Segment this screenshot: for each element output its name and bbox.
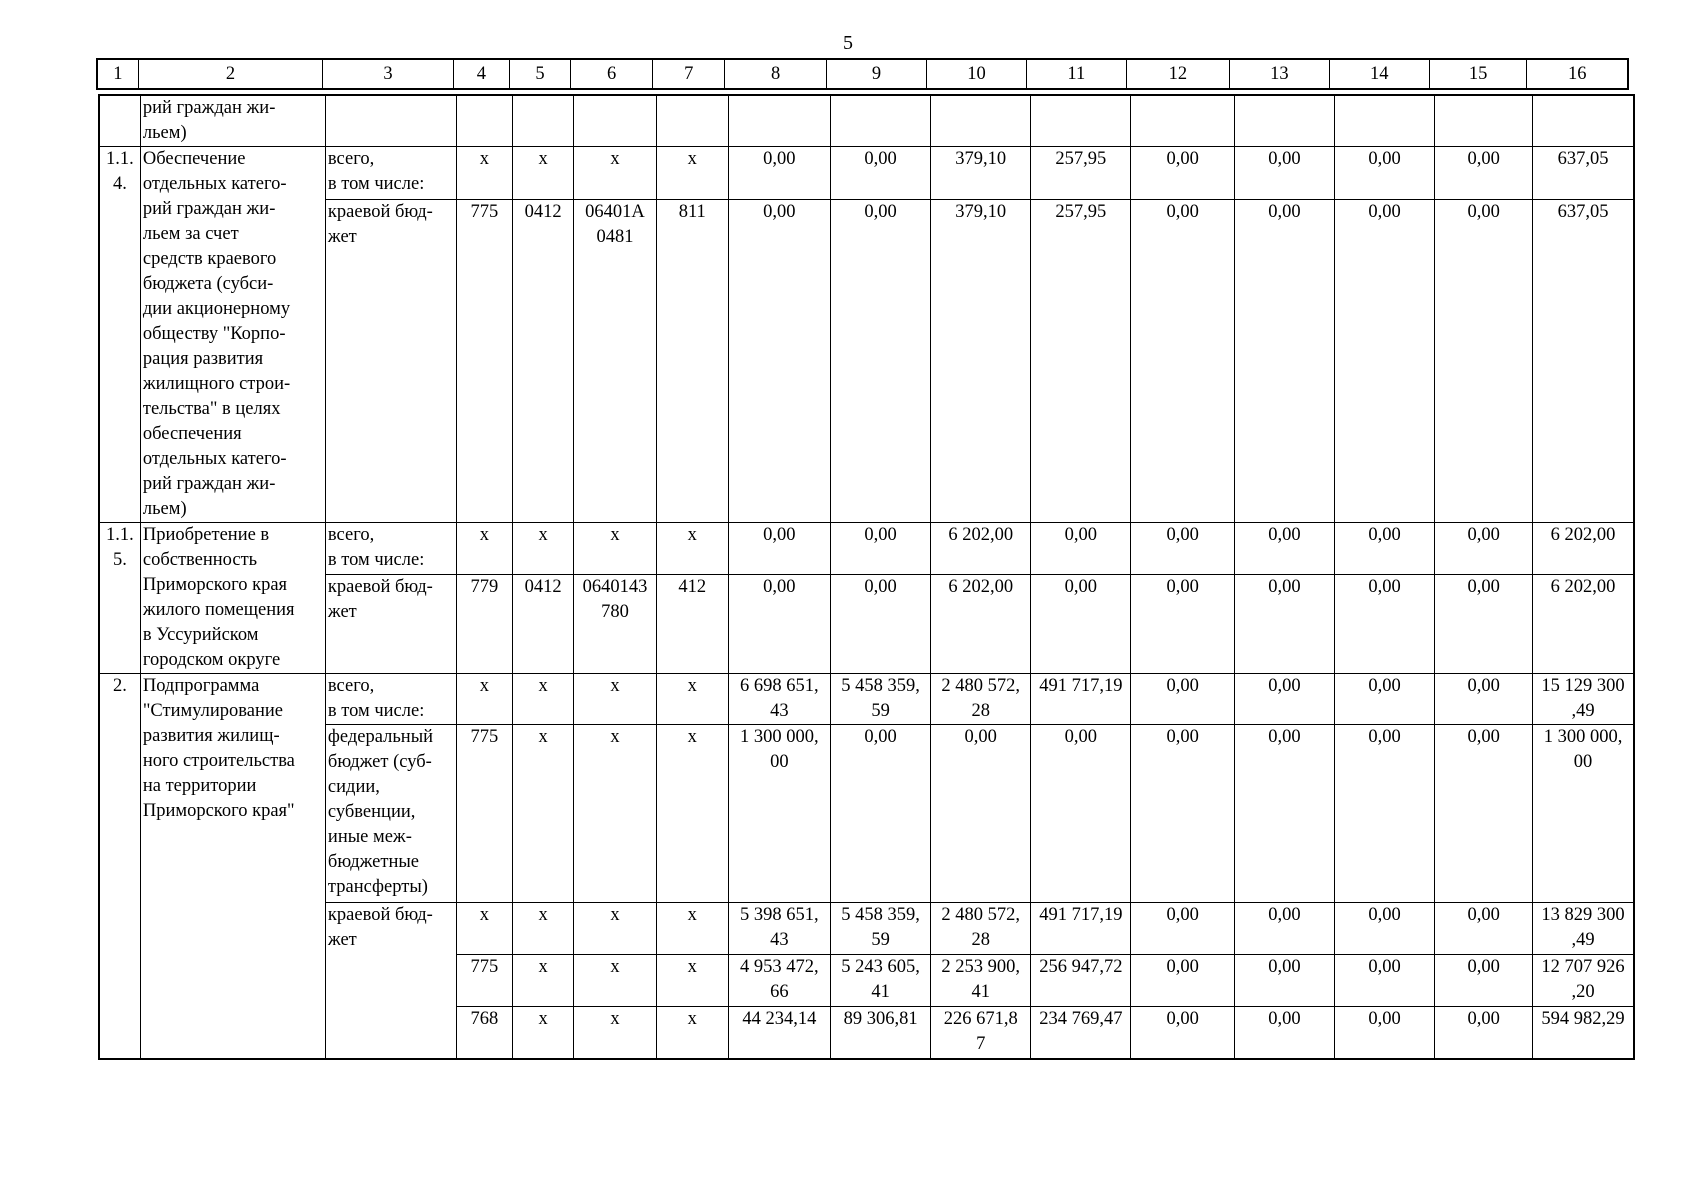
column-header: 7 [653,59,725,89]
column-header: 12 [1126,59,1229,89]
value-cell: 2 480 572, 28 [931,903,1031,955]
value-cell: 5 458 359, 59 [831,674,931,725]
value-cell: 0,00 [1131,725,1234,903]
value-cell: 2 253 900, 41 [931,955,1031,1007]
value-cell: 6 202,00 [1533,575,1634,674]
value-cell: 1 300 000, 00 [1533,725,1634,903]
value-cell: 0,00 [728,147,830,200]
value-cell: 379,10 [931,200,1031,523]
funding-source-cell: федеральный бюджет (суб- сидии, субвенции, иные меж- бюджетные трансферты) [325,725,456,903]
funding-source-cell: краевой бюд- жет [325,903,456,1059]
value-cell: 0,00 [1335,903,1435,955]
value-cell: x [656,1007,728,1059]
value-cell: 0,00 [831,523,931,575]
column-header: 5 [510,59,571,89]
value-cell: 811 [656,200,728,523]
value-cell: 0,00 [831,725,931,903]
value-cell: 594 982,29 [1533,1007,1634,1059]
value-cell: 491 717,19 [1031,674,1131,725]
value-cell: 0,00 [1234,674,1334,725]
value-cell: 0,00 [1435,200,1533,523]
value-cell: x [656,523,728,575]
value-cell: 0,00 [728,523,830,575]
value-cell: 257,95 [1031,147,1131,200]
value-cell: 0,00 [1335,575,1435,674]
value-cell: x [456,523,513,575]
column-header: 4 [453,59,509,89]
value-cell: 15 129 300 ,49 [1533,674,1634,725]
description-cell: Обеспечение отдельных катего- рий граждан жи- льем за счет средств краевого бюджета (субси- дии акционерному обществу "Корпо- рация развития жилищного строи- тельства" в целях обеспечения отдельных катего- рий граждан жи- льем) [140,147,325,523]
value-cell: x [656,147,728,200]
value-cell: 5 458 359, 59 [831,903,931,955]
column-header: 3 [323,59,453,89]
column-header: 13 [1229,59,1329,89]
funding-source-cell: всего, в том числе: [325,147,456,200]
value-cell: 5 243 605, 41 [831,955,931,1007]
value-cell: 0,00 [1031,725,1131,903]
row-number-cell: 1.1. 5. [99,523,140,674]
value-cell: 0,00 [1234,523,1334,575]
column-header: 8 [725,59,827,89]
value-cell: 0,00 [1131,903,1234,955]
value-cell: 0,00 [1435,523,1533,575]
value-cell: 6 202,00 [931,523,1031,575]
value-cell: 0,00 [1335,200,1435,523]
value-cell: 2 480 572, 28 [931,674,1031,725]
value-cell: 0,00 [1335,523,1435,575]
column-header: 6 [570,59,653,89]
funding-source-cell: краевой бюд- жет [325,200,456,523]
value-cell: 6 202,00 [1533,523,1634,575]
value-cell: 0,00 [1335,674,1435,725]
table-row [99,95,1634,147]
value-cell: 44 234,14 [728,1007,830,1059]
value-cell: 6 202,00 [931,575,1031,674]
table-row [99,674,1634,725]
row-number-cell [99,95,140,147]
value-cell: 5 398 651, 43 [728,903,830,955]
column-header: 15 [1429,59,1527,89]
value-cell: 779 [456,575,513,674]
value-cell: x [656,674,728,725]
value-cell: 379,10 [931,147,1031,200]
value-cell: 0,00 [1234,1007,1334,1059]
table-row [99,903,1634,955]
value-cell: 0412 [513,575,574,674]
value-cell: 0,00 [1131,1007,1234,1059]
value-cell: 637,05 [1533,200,1634,523]
value-cell: 0,00 [1131,147,1234,200]
page-number: 5 [843,32,853,54]
column-header: 1 [97,59,138,89]
value-cell: 1 300 000, 00 [728,725,830,903]
budget-table [98,94,1635,1060]
value-cell: x [656,725,728,903]
value-cell: 768 [456,1007,513,1059]
table-row [99,575,1634,674]
value-cell: x [513,674,574,725]
value-cell: 0,00 [1435,575,1533,674]
column-header: 16 [1527,59,1628,89]
value-cell: x [574,147,657,200]
value-cell: 0,00 [1435,147,1533,200]
value-cell: 257,95 [1031,200,1131,523]
value-cell: 0,00 [1131,575,1234,674]
value-cell: 0,00 [1131,955,1234,1007]
value-cell: x [656,955,728,1007]
value-cell: x [513,903,574,955]
row-number-cell: 1.1. 4. [99,147,140,523]
column-header: 11 [1026,59,1126,89]
value-cell: 4 953 472, 66 [728,955,830,1007]
value-cell: 0,00 [1435,903,1533,955]
column-header: 14 [1329,59,1429,89]
value-cell: x [456,903,513,955]
value-cell: 0,00 [831,200,931,523]
value-cell: x [574,1007,657,1059]
column-number-header [96,58,1629,90]
value-cell: 0,00 [1335,955,1435,1007]
table-row [99,200,1634,523]
value-cell: x [456,674,513,725]
value-cell: 775 [456,725,513,903]
value-cell: 0,00 [1234,955,1334,1007]
value-cell: x [656,903,728,955]
value-cell: 0,00 [1234,575,1334,674]
row-number-cell: 2. [99,674,140,1059]
value-cell: 0,00 [1031,575,1131,674]
value-cell: 13 829 300 ,49 [1533,903,1634,955]
funding-source-cell: всего, в том числе: [325,523,456,575]
column-header: 2 [138,59,323,89]
value-cell: x [574,903,657,955]
description-cell: рий граждан жи- льем) [140,95,325,147]
value-cell: 0,00 [1234,147,1334,200]
value-cell: 637,05 [1533,147,1634,200]
value-cell: 12 707 926 ,20 [1533,955,1634,1007]
value-cell: 06401А 0481 [574,200,657,523]
value-cell: x [456,147,513,200]
table-row [99,147,1634,200]
value-cell: 0,00 [831,575,931,674]
value-cell: x [513,147,574,200]
value-cell: x [513,955,574,1007]
value-cell: 6 698 651, 43 [728,674,830,725]
value-cell: x [513,725,574,903]
value-cell: x [574,674,657,725]
value-cell: x [513,523,574,575]
value-cell: 0,00 [1131,674,1234,725]
value-cell: 234 769,47 [1031,1007,1131,1059]
value-cell: 89 306,81 [831,1007,931,1059]
column-header: 9 [827,59,927,89]
value-cell: 0,00 [831,147,931,200]
table-row [99,523,1634,575]
value-cell: 0,00 [1435,1007,1533,1059]
value-cell: x [574,955,657,1007]
value-cell: 0,00 [931,725,1031,903]
value-cell: 256 947,72 [1031,955,1131,1007]
value-cell: 0640143 780 [574,575,657,674]
table-row [99,725,1634,903]
value-cell: 0,00 [1234,903,1334,955]
value-cell: 0,00 [1335,725,1435,903]
value-cell: 0,00 [1031,523,1131,575]
value-cell: 491 717,19 [1031,903,1131,955]
description-cell: Приобретение в собственность Приморского края жилого помещения в Уссурийском городском округе [140,523,325,674]
value-cell: 0,00 [1435,725,1533,903]
value-cell: 0412 [513,200,574,523]
value-cell: 775 [456,200,513,523]
description-cell: Подпрограмма "Стимулирование развития жилищ- ного строительства на территории Приморского края" [140,674,325,1059]
value-cell: x [574,725,657,903]
value-cell: 0,00 [1131,200,1234,523]
value-cell: 0,00 [1335,1007,1435,1059]
value-cell: 412 [656,575,728,674]
value-cell: 0,00 [1234,200,1334,523]
funding-source-cell: краевой бюд- жет [325,575,456,674]
value-cell: 0,00 [728,200,830,523]
value-cell: x [574,523,657,575]
value-cell: 0,00 [1131,523,1234,575]
value-cell: 226 671,8 7 [931,1007,1031,1059]
value-cell: 0,00 [1435,674,1533,725]
value-cell: 0,00 [1234,725,1334,903]
value-cell: 0,00 [1435,955,1533,1007]
value-cell: 775 [456,955,513,1007]
column-header: 10 [927,59,1027,89]
value-cell: x [513,1007,574,1059]
funding-source-cell: всего, в том числе: [325,674,456,725]
value-cell: 0,00 [1335,147,1435,200]
value-cell: 0,00 [728,575,830,674]
